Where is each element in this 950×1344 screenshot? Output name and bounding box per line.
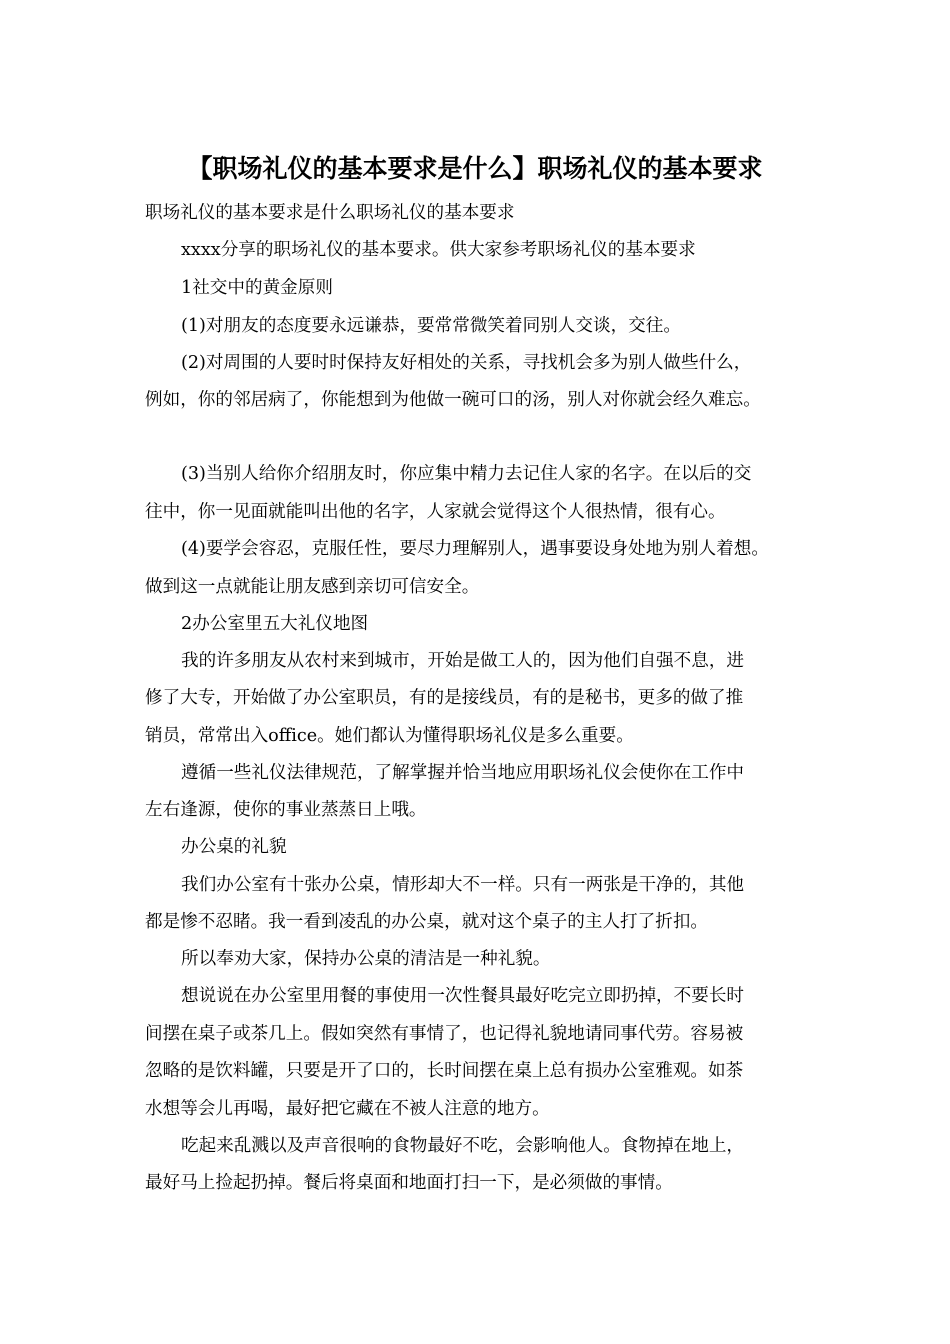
paragraph-line: 间摆在桌子或茶几上。假如突然有事情了，也记得礼貌地请同事代劳。容易被 (145, 1024, 744, 1044)
paragraph-line: 所以奉劝大家，保持办公桌的清洁是一种礼貌。 (181, 949, 551, 969)
paragraph-line: 我的许多朋友从农村来到城市，开始是做工人的，因为他们自强不息，进 (181, 651, 745, 671)
paragraph-line: 我们办公室有十张办公桌，情形却大不一样。只有一两张是干净的，其他 (181, 875, 745, 895)
paragraph-line: 水想等会儿再喝，最好把它藏在不被人注意的地方。 (145, 1099, 550, 1119)
paragraph-line: 修了大专，开始做了办公室职员，有的是接线员，有的是秘书，更多的做了推 (145, 688, 744, 708)
paragraph-line: 销员，常常出入office。她们都认为懂得职场礼仪是多么重要。 (145, 726, 634, 746)
paragraph-line: 最好马上捡起扔掉。餐后将桌面和地面打扫一下，是必须做的事情。 (145, 1173, 673, 1193)
paragraph-line: 例如，你的邻居病了，你能想到为他做一碗可口的汤，别人对你就会经久难忘。 (145, 390, 761, 410)
section-heading-office-etiquette: 2办公室里五大礼仪地图 (181, 614, 369, 634)
paragraph-line: 遵循一些礼仪法律规范，了解掌握并恰当地应用职场礼仪会使你在工作中 (181, 763, 745, 783)
paragraph-line: 都是惨不忍睹。我一看到凌乱的办公桌，就对这个桌子的主人打了折扣。 (145, 912, 709, 932)
document-title: 【职场礼仪的基本要求是什么】职场礼仪的基本要求 (187, 154, 763, 183)
paragraph-line: (1)对朋友的态度要永远谦恭，要常常微笑着同别人交谈，交往。 (181, 316, 681, 336)
intro-line: xxxx分享的职场礼仪的基本要求。供大家参考职场礼仪的基本要求 (181, 240, 696, 260)
paragraph-line: 左右逢源，使你的事业蒸蒸日上哦。 (145, 800, 427, 820)
paragraph-line: 往中，你一见面就能叫出他的名字，人家就会觉得这个人很热情，很有心。 (145, 502, 726, 522)
paragraph-line: 忽略的是饮料罐，只要是开了口的，长时间摆在桌上总有损办公室雅观。如茶 (145, 1061, 744, 1081)
paragraph-line: 想说说在办公室里用餐的事使用一次性餐具最好吃完立即扔掉，不要长时 (181, 986, 745, 1006)
paragraph-line: (2)对周围的人要时时保持友好相处的关系，寻找机会多为别人做些什么， (181, 353, 752, 373)
paragraph-line: (4)要学会容忍，克服任性，要尽力理解别人，遇事要设身处地为别人着想。 (181, 539, 769, 559)
paragraph-line: 做到这一点就能让朋友感到亲切可信安全。 (145, 577, 480, 597)
paragraph-line: 吃起来乱溅以及声音很响的食物最好不吃，会影响他人。食物掉在地上， (181, 1136, 745, 1156)
subtitle-line: 职场礼仪的基本要求是什么职场礼仪的基本要求 (145, 203, 515, 223)
paragraph-line: (3)当别人给你介绍朋友时，你应集中精力去记住人家的名字。在以后的交 (181, 464, 752, 484)
section-heading-desk-etiquette: 办公桌的礼貌 (181, 837, 287, 857)
section-heading-golden-rules: 1社交中的黄金原则 (181, 278, 333, 298)
